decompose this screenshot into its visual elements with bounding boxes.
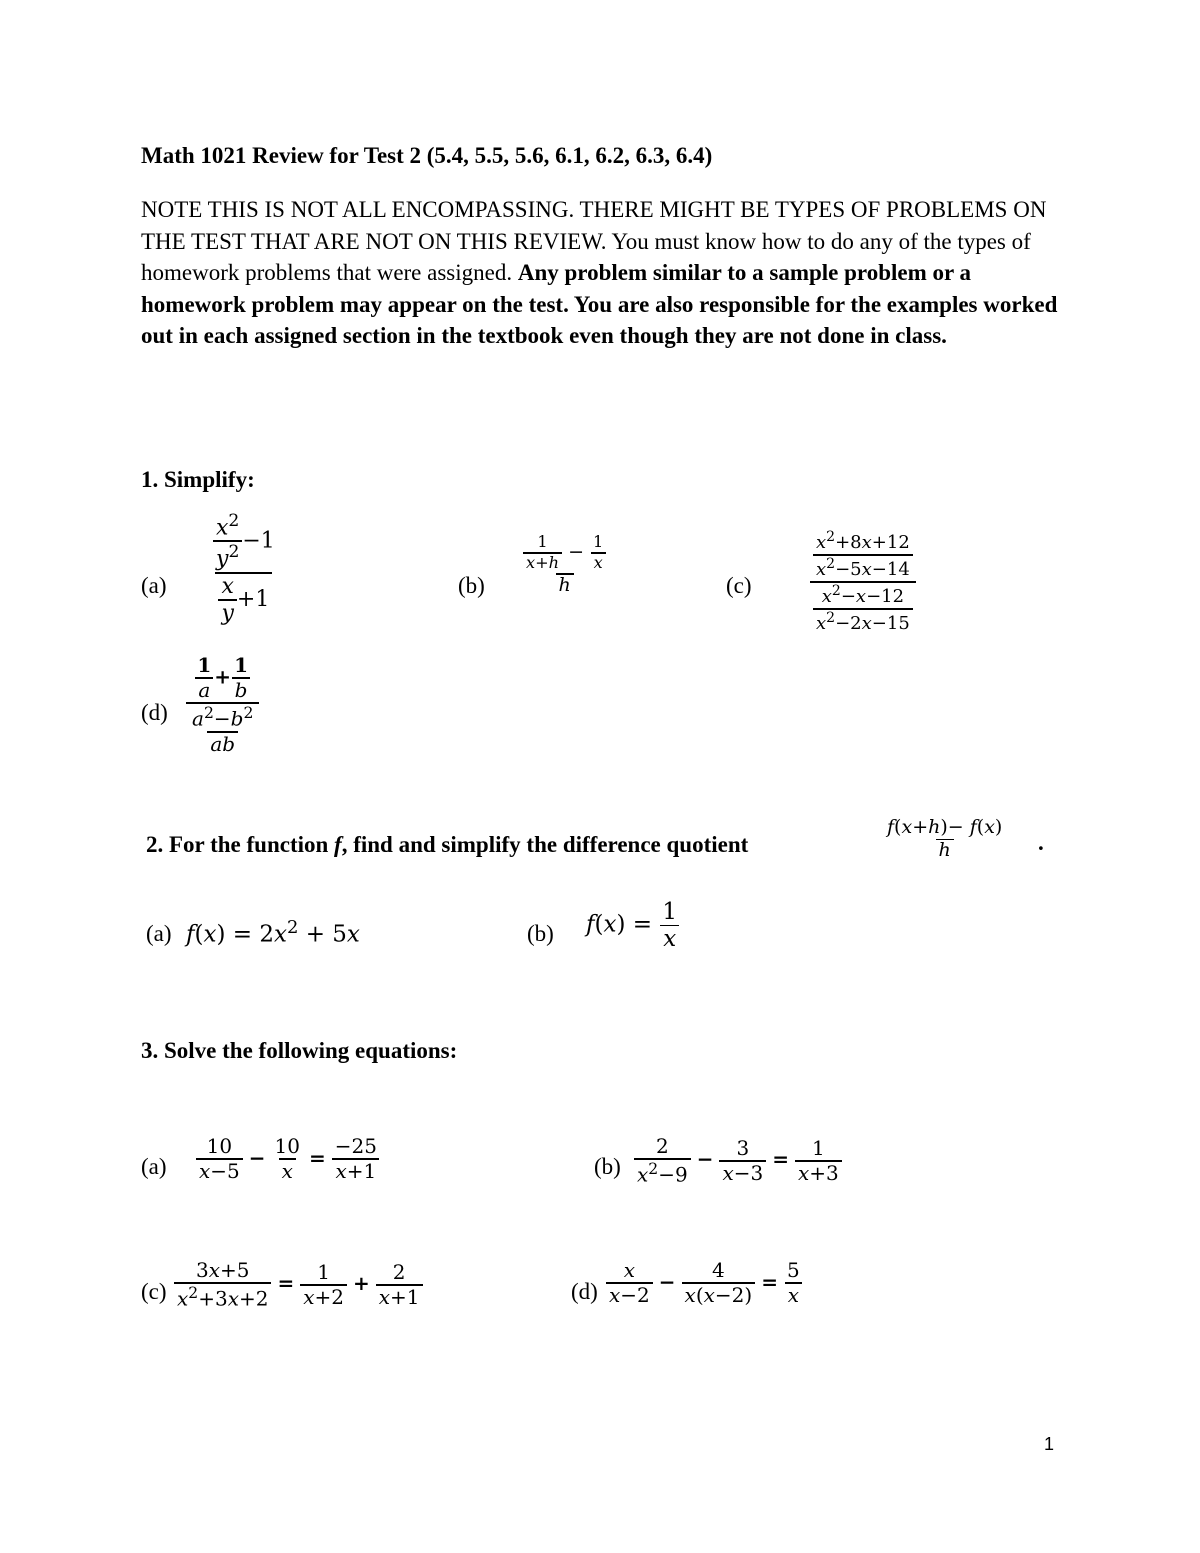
- q1c-expression: $\frac{\frac{x^2+8x+12}{x^2-5x-14}}{\frac{x^2-x-12}{x^2-2x-15}}$: [810, 530, 916, 634]
- q3c-label: (c): [141, 1279, 167, 1304]
- q2-label-post: , find and simplify the difference quotient: [341, 832, 749, 857]
- question-2-label: [146, 832, 748, 858]
- review-note: [141, 194, 1071, 352]
- q2a-label: (a): [146, 921, 172, 946]
- q2b-label: (b): [527, 921, 554, 946]
- page-title: Math 1021 Review for Test 2 (5.4, 5.5, 5.6, 6.1, 6.2, 6.3, 6.4): [141, 143, 713, 168]
- q1b-label: (b): [458, 573, 485, 598]
- q2-period: .: [1038, 830, 1044, 855]
- q1c-label: (c): [726, 573, 752, 598]
- note-bold-text: Any problem similar to a sample problem or a homework problem may appear on the test. You are also responsible for the examples worked out in each assigned section in the textbook even though they are not done in class.: [141, 260, 1058, 348]
- q2a-expression: $f(x) = 2x^2 + 5x$: [186, 917, 360, 948]
- q1d-expression: $\frac{1}{a}$ + $\frac{1}{b}$ $\frac{a^2-b^2}{ab}$: [186, 655, 259, 755]
- q1a-label: (a): [141, 573, 167, 598]
- q2-label-pre: 2. For the function: [146, 832, 335, 857]
- page-number: 1: [1044, 1434, 1055, 1454]
- q2-label-f: f: [334, 832, 342, 857]
- q1a-expression: $\frac{x^2}{y^2}$ −1 $\frac{x}{y}$ +1: [210, 512, 278, 625]
- note-text: NOTE THIS IS NOT ALL ENCOMPASSING. THERE MIGHT BE TYPES OF PROBLEMS ON THE TEST THAT ARE NOT ON THIS REVIEW. You must know how to do any of the types of homework problems that were assigned.: [141, 197, 1047, 285]
- q1b-expression: $\frac{1}{x+h}$ − $\frac{1}{x}$ h: [520, 534, 609, 596]
- q3a-label: (a): [141, 1154, 167, 1179]
- q1d-label: (d): [141, 700, 168, 725]
- q2b-expression: f(x) = $\frac{1}{x}$: [586, 900, 680, 951]
- question-1-label: 1. Simplify:: [141, 467, 255, 492]
- q3c-equation: $\frac{3x+5}{x^2+3x+2}$ = $\frac{1}{x+2}$ + $\frac{2}{x+1}$: [174, 1260, 423, 1310]
- q3b-equation: $\frac{2}{x^2-9}$ − $\frac{3}{x-3}$ = $\frac{1}{x+3}$: [634, 1136, 842, 1186]
- q3d-label: (d): [571, 1279, 598, 1304]
- q3b-label: (b): [594, 1154, 621, 1179]
- q3a-equation: $\frac{10}{x-5}$ − $\frac{10}{x}$ = $\frac{-25}{x+1}$: [196, 1136, 380, 1182]
- question-3-label: 3. Solve the following equations:: [141, 1038, 458, 1063]
- difference-quotient: $\frac{f(x+h)- f(x)}{h}$: [887, 816, 1003, 861]
- q3d-equation: $\frac{x}{x-2}$ − $\frac{4}{x(x-2)}$ = $\frac{5}{x}$: [606, 1260, 803, 1306]
